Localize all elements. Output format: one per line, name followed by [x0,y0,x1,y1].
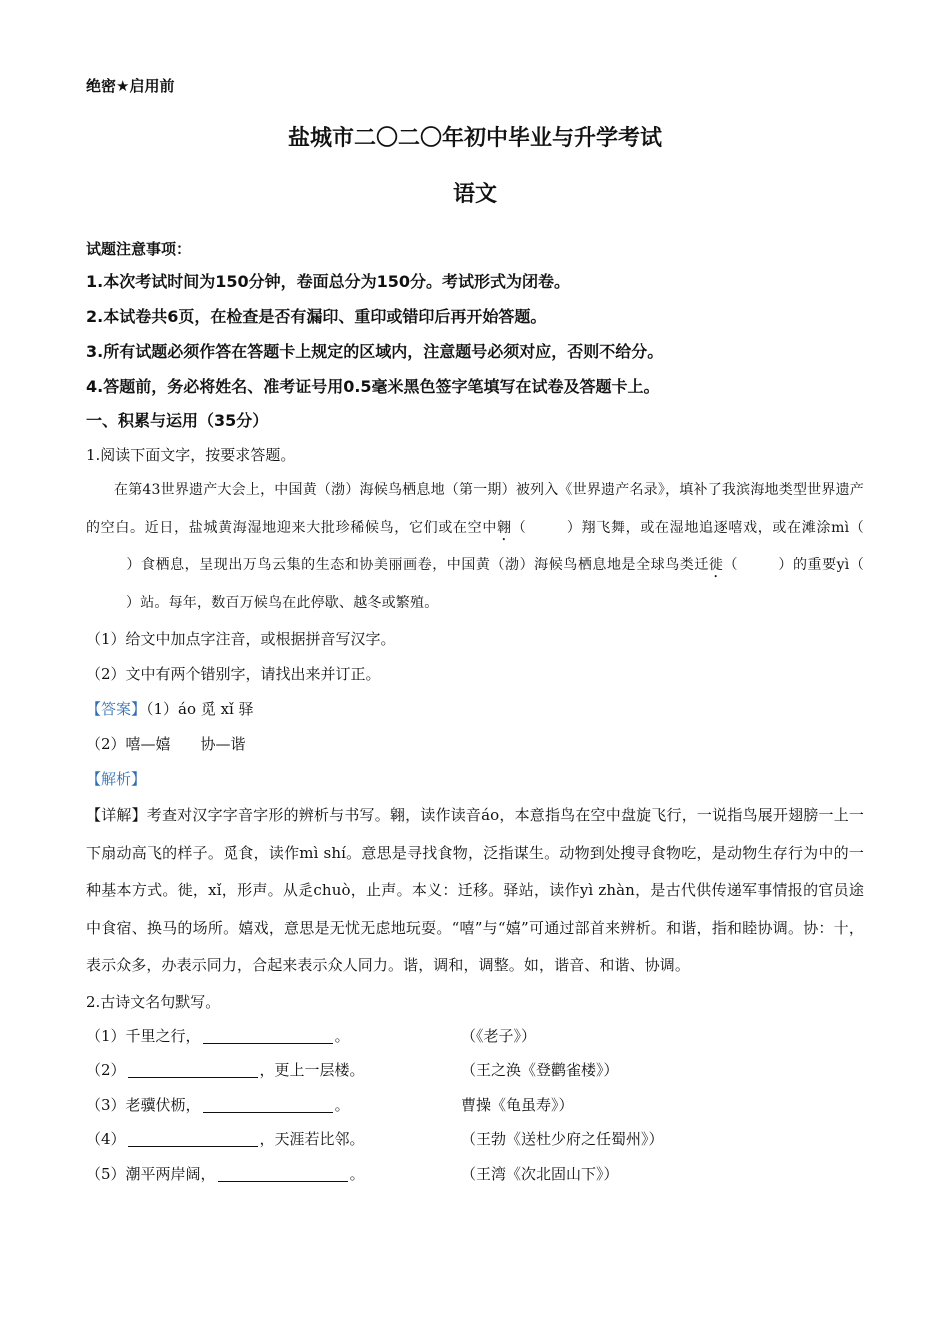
answer-2a: （2）嘻—嬉 [86,735,171,753]
poem-before: 潮平两岸阔， [125,1164,216,1183]
fill-blank[interactable] [203,1094,333,1113]
answer-paren-close: ） [126,557,141,573]
notice-heading: 试题注意事项： [86,240,192,258]
answer-paren-close: ） [778,557,793,573]
answer-paren-open: （ [849,519,864,536]
poem-row-3 [86,1088,864,1123]
notice-item-4: 4.答题前，务必将姓名、准考证号用0.5毫米黑色签字笔填写在试卷及答题卡上。 [86,377,660,396]
poem-source: （王之涣《登鹳雀楼》） [461,1061,619,1079]
passage-text-5: 站。每年，数百万候鸟在此停歇、越冬或繁殖。 [140,594,439,611]
analysis-detail: 【详解】考查对汉字字音字形的辨析与书写。翱，读作读音áo，本意指鸟在空中盘旋飞行，一说指鸟展开翅膀一上一下扇动高飞的样子。觅食，读作mì shí。意思是寻找食物，泛指谋生。动物到处搜寻食物吃，是动物生存行为中的一种基本方式。徙，xǐ，形声。从辵chuò，止声。本义：迁移。驿站，读作yì zhàn，是古代供传递军事情报的官员途中食宿、换马的场所。嬉戏，意思是无忧无虑地玩耍。“嘻”与“嬉”可通过部首来辨析。和谐，指和睦协调。协：十，表示众多，办表示同力，合起来表示众人同力。谐，调和，调整。如，谐音、和谐、协调。 [86,806,864,974]
poem-before: 老骥伏枥， [125,1095,201,1114]
notice-item-2: 2.本试卷共6页，在检查是否有漏印、重印或错印后再开始答题。 [86,307,547,326]
poem-after: 。 [334,1095,350,1114]
fill-blank[interactable] [128,1128,258,1147]
poem-row-1 [86,1019,864,1054]
answer-paren-open: （ [849,557,865,573]
poem-row-2 [86,1053,864,1088]
poem-num: （3） [86,1095,126,1114]
question-1-passage [86,472,864,622]
fill-blank[interactable] [128,1059,258,1078]
poem-row-4 [86,1122,864,1157]
poem-source: （王湾《次北固山下》） [461,1164,619,1183]
passage-text-2: 翔飞舞，或在湿地追逐嘻戏，或在滩涂mì [581,519,850,536]
confidential-label: 绝密★启用前 [86,77,175,95]
dotted-char-ao: 翱 [497,519,512,536]
poem-after: ，更上一层楼。 [259,1061,365,1079]
passage-text-1: 在第43世界遗产大会上，中国黄（渤）海候鸟栖息地（第一期）被列入《世界遗产名录》，填补了我滨海地类型世界遗产的空白。近日，盐城黄海湿地迎来大批珍稀候鸟，它们或在空中 [86,482,864,536]
notice-item-1: 1.本次考试时间为150分钟，卷面总分为150分。考试形式为闭卷。 [86,272,571,291]
section-heading: 一、积累与运用（35分） [86,411,269,430]
analysis-tag: 【解析】 [86,770,147,788]
poem-after: 。 [349,1164,365,1183]
answer-paren-open: （ [723,557,739,573]
poem-after: ，天涯若比邻。 [259,1130,365,1148]
subject-title: 语文 [452,182,497,207]
poem-num: （2） [86,1061,126,1079]
passage-text-4: 的重要yì [792,557,850,573]
answer-paren-open: （ [511,519,527,536]
poem-source: 曹操《龟虽寿》） [461,1095,574,1114]
answer-2b: 协—谐 [200,735,246,753]
poem-before: 千里之行， [125,1026,201,1045]
fill-blank[interactable] [218,1163,348,1182]
question-2-heading: 2.古诗文名句默写。 [86,992,221,1011]
notice-item-3: 3.所有试题必须作答在答题卡上规定的区域内，注意题号必须对应，否则不给分。 [86,342,664,361]
poem-num: （5） [86,1164,126,1183]
poem-num: （4） [86,1130,126,1148]
answer-line-2 [86,727,864,762]
passage-text-3: 食栖息，呈现出万鸟云集的生态和协美丽画卷，中国黄（渤）海候鸟栖息地是全球鸟类迁 [140,557,709,573]
question-1-sub-1: （1）给文中加点字注音，或根据拼音写汉字。 [86,630,396,648]
exam-title: 盐城市二〇二〇年初中毕业与升学考试 [287,126,662,151]
answer-1: （1）áo 觅 xǐ 驿 [146,700,254,718]
poem-num: （1） [86,1026,126,1045]
poem-after: 。 [334,1026,350,1045]
fill-blank[interactable] [203,1025,333,1044]
question-1-sub-2: （2）文中有两个错别字，请找出来并订正。 [86,665,381,683]
answer-paren-close: ） [566,519,582,536]
question-1-heading: 1.阅读下面文字，按要求答题。 [86,446,296,464]
answer-paren-close: ） [126,594,141,611]
poem-source: （王勃《送杜少府之任蜀州》） [461,1130,664,1148]
poem-row-5 [86,1157,864,1192]
answer-line [86,692,864,727]
answer-tag: 【答案】 [86,700,147,718]
dotted-char-xi: 徙 [708,557,724,573]
poem-source: （《老子》） [461,1026,537,1045]
